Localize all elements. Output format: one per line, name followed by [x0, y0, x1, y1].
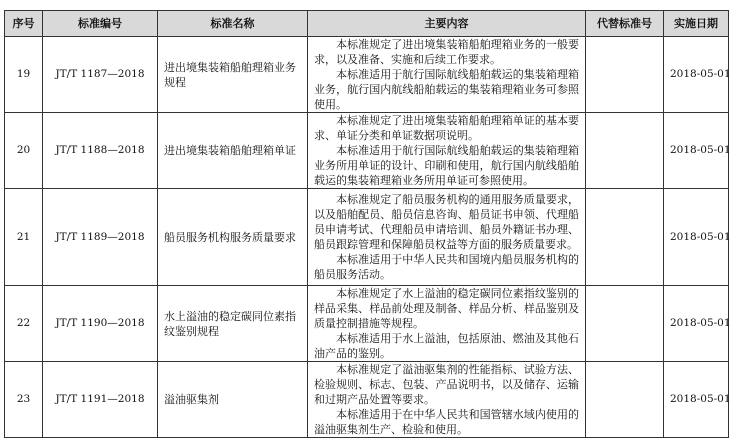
row-seq: 21 [5, 189, 43, 286]
row-name: 进出境集装箱船舶理箱单证 [158, 113, 308, 189]
table-row [5, 189, 729, 286]
standards-table [4, 10, 729, 438]
table-row [5, 286, 729, 362]
row-date: 2018-05-01 [664, 362, 729, 438]
content-paragraph: 本标准规定了进出境集装箱船舶理箱业务的一般要求，以及准备、实施和后续工作要求。 [314, 38, 579, 66]
content-paragraph: 本标准规定了溢油驱集剂的性能指标、试验方法、检验规则、标志、包装、产品说明书，以及储存、运输和过期产品处置等要求。 [314, 363, 579, 406]
row-replaced [586, 113, 664, 189]
row-seq: 20 [5, 113, 43, 189]
row-code: JT/T 1190—2018 [43, 286, 158, 362]
row-name: 进出境集装箱船舶理箱业务规程 [158, 37, 308, 113]
row-date: 2018-05-01 [664, 113, 729, 189]
content-paragraph: 本标准适用于航行国际航线船舶载运的集装箱理箱业务，航行国内航线船舶载运的集装箱理箱业务可参照使用。 [314, 68, 579, 111]
header-replaced: 代替标准号 [586, 11, 664, 37]
content-paragraph: 本标准规定了进出境集装箱船舶理箱单证的基本要求、单证分类和单证数据项说明。 [314, 114, 579, 142]
row-date: 2018-05-01 [664, 37, 729, 113]
row-seq: 23 [5, 362, 43, 438]
row-code: JT/T 1189—2018 [43, 189, 158, 286]
content-paragraph: 本标准规定了水上溢油的稳定碳同位素指纹鉴别的样品采集、样品前处理及制备、样品分析、样品鉴别及质量控制措施等规程。 [314, 287, 579, 330]
row-date: 2018-05-01 [664, 286, 729, 362]
row-content [308, 189, 586, 286]
table-row [5, 113, 729, 189]
table-row [5, 362, 729, 438]
row-code: JT/T 1187—2018 [43, 37, 158, 113]
content-paragraph: 本标准适用于水上溢油，包括原油、燃油及其他石油产品的鉴别。 [314, 332, 579, 360]
row-seq: 19 [5, 37, 43, 113]
content-paragraph: 本标准适用于中华人民共和国境内船员服务机构的船员服务活动。 [314, 253, 579, 281]
row-content [308, 37, 586, 113]
row-name: 溢油驱集剂 [158, 362, 308, 438]
row-replaced [586, 286, 664, 362]
row-code: JT/T 1191—2018 [43, 362, 158, 438]
row-content [308, 113, 586, 189]
header-content: 主要内容 [308, 11, 586, 37]
header-date: 实施日期 [664, 11, 729, 37]
row-code: JT/T 1188—2018 [43, 113, 158, 189]
row-replaced [586, 362, 664, 438]
row-seq: 22 [5, 286, 43, 362]
content-paragraph: 本标准适用于在中华人民共和国管辖水域内使用的溢油驱集剂生产、检验和使用。 [314, 408, 579, 436]
row-date: 2018-05-01 [664, 189, 729, 286]
row-content [308, 286, 586, 362]
row-replaced [586, 37, 664, 113]
row-name: 水上溢油的稳定碳同位素指纹鉴别规程 [158, 286, 308, 362]
header-seq: 序号 [5, 11, 43, 37]
row-content [308, 362, 586, 438]
row-replaced [586, 189, 664, 286]
header-name: 标准名称 [158, 11, 308, 37]
row-name: 船员服务机构服务质量要求 [158, 189, 308, 286]
table-header-row [5, 11, 729, 37]
content-paragraph: 本标准规定了船员服务机构的通用服务质量要求，以及船舶配员、船员信息咨询、船员证书申领、代理船员申请考试、代理船员申请培训、船员外籍证书办理、船员跟踪管理和保障船员权益等方面的服务质量要求。 [314, 193, 579, 251]
content-paragraph: 本标准适用于航行国际航线船舶载运的集装箱理箱业务所用单证的设计、印刷和使用，航行国内航线船舶载运的集装箱理箱业务所用单证可参照使用。 [314, 144, 579, 187]
header-code: 标准编号 [43, 11, 158, 37]
table-row [5, 37, 729, 113]
